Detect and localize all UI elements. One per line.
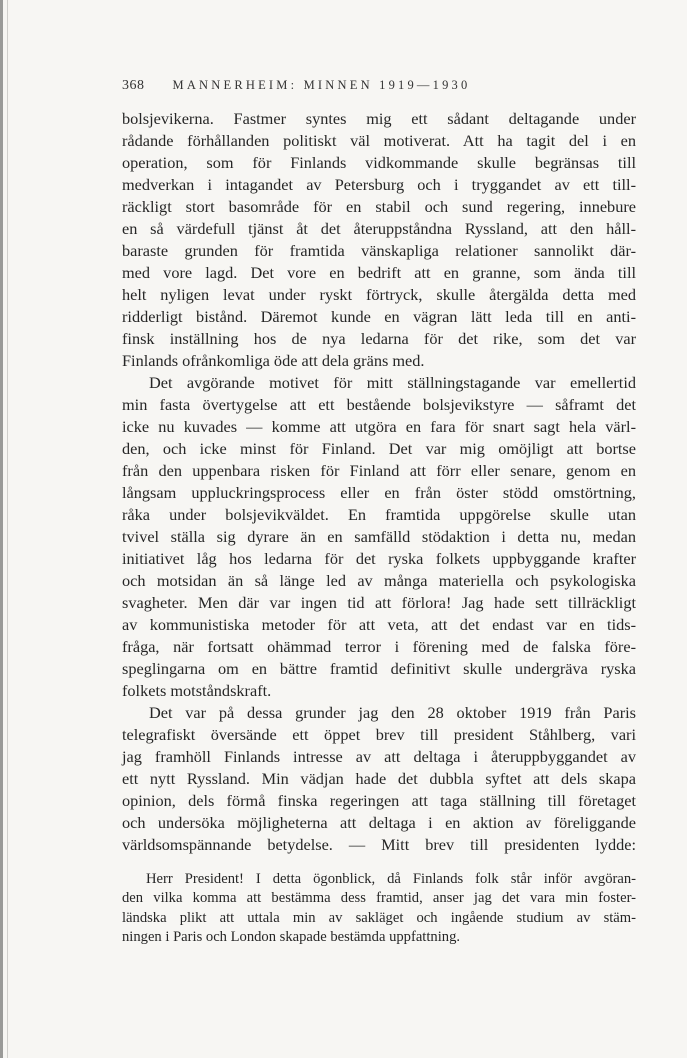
text-line: Finlands ofrånkomliga öde att dela gräns med. — [122, 351, 425, 370]
text-line: världsomspännande betydelse. — Mitt brev till presidenten lydde: — [122, 835, 636, 854]
text-line: Det avgörande motivet för mitt ställningstagande var emellertid — [149, 373, 636, 392]
letter-line: Herr President! I detta ögonblick, då Finlands folk står inför avgöran- — [146, 871, 636, 887]
text-line: den, och icke minst för Finland. Det var mig omöjligt att bortse — [122, 439, 636, 458]
text-line: en så värdefull tjänst åt det återuppståndna Ryssland, att den håll- — [122, 219, 636, 238]
text-line: svagheter. Men där var ingen tid att förlora! Jag hade sett tillräckligt — [122, 593, 636, 612]
text-line: jag framhöll Finlands intresse av att deltaga i återuppbyggandet av — [122, 747, 636, 766]
text-line: operation, som för Finlands vidkommande skulle begränsas till — [122, 153, 636, 172]
letter-line: ningen i Paris och London skapade bestämda uppfattning. — [122, 929, 461, 946]
text-line: telegrafiskt översände ett öppet brev till president Ståhlberg, vari — [122, 725, 636, 744]
text-line: och undersöka möjligheterna att deltaga i en aktion av föreliggande — [122, 813, 636, 832]
letter-line: ländska plikt att uttala min av sakläget och ingående studium av stäm- — [122, 909, 636, 926]
text-line: helt nyligen levat under ryskt förtryck, skulle återgälda detta med — [122, 285, 636, 304]
quoted-letter — [122, 870, 636, 948]
text-line: finsk inställning hos de nya ledarna för det rike, som det var — [122, 329, 636, 348]
running-header — [122, 78, 642, 94]
block-spacer — [122, 856, 636, 870]
paragraph-1 — [122, 108, 636, 372]
text-line: baraste grunden för framtida vänskapliga relationer sannolikt där- — [122, 241, 636, 260]
text-line: tvivel ställa sig dyrare än en samfälld stödaktion i detta nu, medan — [122, 527, 636, 546]
page-spine-line — [7, 0, 8, 1058]
text-line: ett nytt Ryssland. Min vädjan hade det dubbla syftet att dels skapa — [122, 769, 636, 788]
page-number: 368 — [122, 78, 145, 93]
text-line: icke nu kuvades — komme att utgöra en fara för snart sagt hela värl- — [122, 417, 636, 436]
paragraph-2 — [122, 372, 636, 702]
text-line: Det var på dessa grunder jag den 28 oktober 1919 från Paris — [149, 703, 636, 722]
text-line: av kommunistiska metoder för att veta, att det endast var en tids- — [122, 615, 636, 634]
text-line: speglingarna om en bättre framtid definitivt skulle undergräva ryska — [122, 659, 636, 678]
page-spine-edge — [0, 0, 3, 1058]
text-line: ridderligt bistånd. Däremot kunde en vägran lätt leda till en anti- — [122, 307, 636, 326]
text-line: medverkan i intagandet av Petersburg och i tryggandet av ett till- — [122, 175, 636, 194]
paragraph-3 — [122, 702, 636, 856]
text-line: och motsidan än så länge led av många materiella och psykologiska — [122, 571, 636, 590]
text-line: fråga, när fortsatt ohämmad terror i förening med de falska före- — [122, 637, 636, 656]
text-line: långsam uppluckringsprocess eller en från öster stödd omstörtning, — [122, 483, 636, 502]
text-line: bolsjevikerna. Fastmer syntes mig ett sådant deltagande under — [122, 109, 636, 128]
text-line: initiativet låg hos ledarna för det ryska folkets uppbyggande krafter — [122, 549, 636, 568]
page-body — [122, 108, 636, 948]
text-line: folkets motståndskraft. — [122, 681, 272, 700]
text-line: rådande förhållanden politiskt väl motiverat. Att ha tagit del i en — [122, 131, 636, 150]
running-title: MANNERHEIM: MINNEN 1919—1930 — [172, 78, 471, 92]
text-line: från den uppenbara risken för Finland att förr eller senare, genom en — [122, 461, 636, 480]
text-line: opinion, dels förmå finska regeringen att taga ställning till företaget — [122, 791, 636, 810]
text-line: råka under bolsjevikväldet. En framtida uppgörelse skulle utan — [122, 505, 636, 524]
letter-line: den vilka komma att bestämma dess framtid, anser jag det vara min foster- — [122, 890, 636, 907]
text-line: räckligt stort basområde för en stabil och sund regering, innebure — [122, 197, 636, 216]
text-line: min fasta övertygelse att ett bestående bolsjevikstyre — såframt det — [122, 395, 636, 414]
text-line: med vore lagd. Det vore en bedrift att en granne, som ända till — [122, 263, 636, 282]
